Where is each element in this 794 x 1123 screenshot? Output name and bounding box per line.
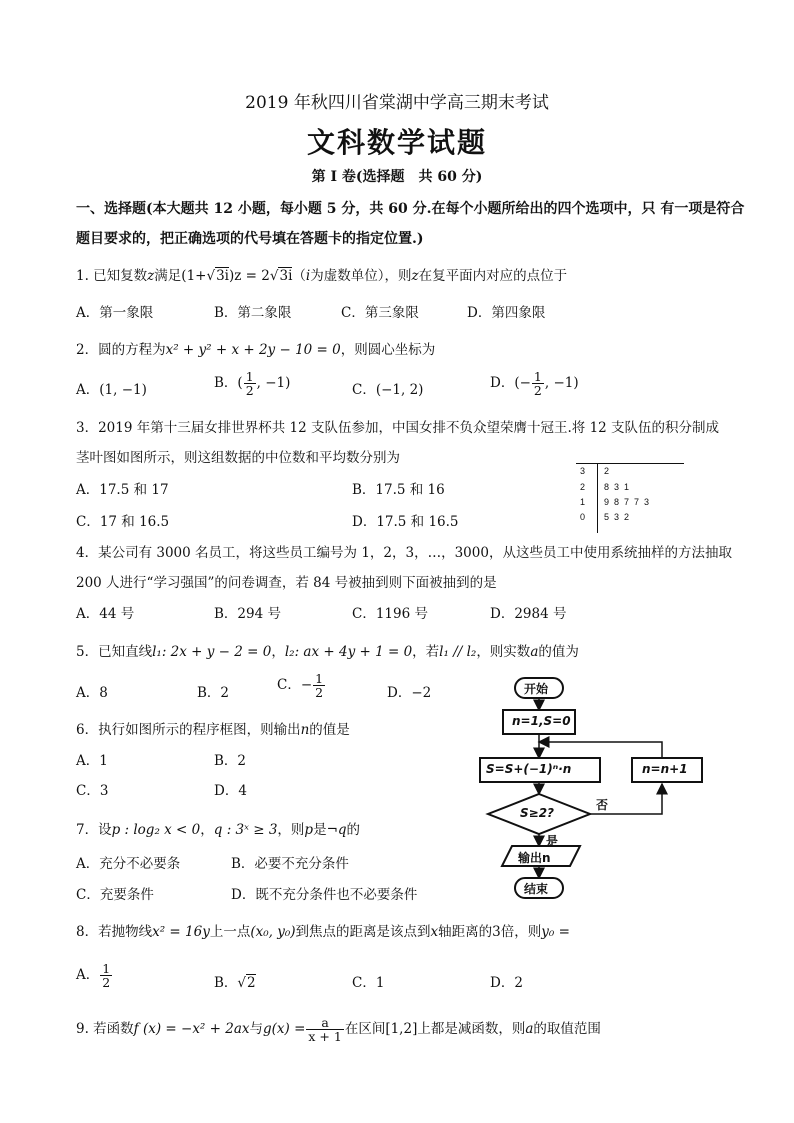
question-4-line2: 200 人进行“学习强国”的问卷调查，若 84 号被抽到则下面被抽到的是 [76,575,497,591]
stem-leaf-top-rule [576,463,684,464]
stem-leaf-plot [566,456,686,534]
stem-leaf-row: 0 5 3 2 [580,512,630,522]
flowchart-end-label: 结束 [524,882,549,896]
subject-title: 文科数学试题 [306,126,487,159]
q3-option-c: C．17 和 16.5 [76,514,170,530]
flowchart-condition-label: S≥2? [520,806,555,820]
q4-option-b: B．294 号 [214,606,281,622]
q2-option-a: A．(1, −1) [76,382,147,398]
question-2: 2．圆的方程为x² + y² + x + 2y − 10 = 0，则圆心坐标为 [76,342,436,358]
question-3-line1: 3．2019 年第十三届女排世界杯共 12 支队伍参加，中国女排不负众望荣膺十冠王.将 12 支队伍的积分制成 [76,420,720,436]
q6-option-d: D．4 [214,783,247,799]
q1-option-a: A．第一象限 [76,305,154,321]
q3-option-a: A．17.5 和 17 [76,482,169,498]
flowchart-output-label: 输出n [518,851,551,865]
q2-option-b: B．( $\frac{1}{2}$ , −1) [214,369,291,399]
q5-option-b: B．2 [197,685,230,701]
stem-leaf-row: 1 9 8 7 7 3 [580,497,650,507]
question-9: 9. 若函数f (x) = −x² + 2ax与g(x) = $\frac{a}{x + 1}$ 在区间[1,2]上都是减函数，则a的取值范围 [76,1015,601,1045]
fraction-a-over-x-plus-1: $\frac{a}{x + 1}$ [308,1015,342,1045]
question-7: 7．设p : log₂ x < 0，q : 3ˣ ≥ 3，则p是¬q的 [76,822,361,838]
question-4-line1: 4．某公司有 3000 名员工，将这些员工编号为 1，2，3，…，3000，从这些员工中使用系统抽样的方法抽取 [76,545,732,561]
section-instructions-line1: 一、选择题(本大题共 12 小题，每小题 5 分，共 60 分.在每个小题所给出的四个选项中，只 有一项是符合 [76,201,745,217]
question-1: 1. 已知复数z满足(1+√3i)z = 2√3i（i为虚数单位），则z在复平面内对应的点位于 [76,268,568,284]
question-6: 6．执行如图所示的程序框图，则输出n的值是 [76,722,350,738]
q3-option-d: D．17.5 和 16.5 [352,514,459,530]
q7-option-d: D．既不充分条件也不必要条件 [231,887,418,903]
exam-title: 2019 年秋四川省棠湖中学高三期末考试 [245,93,549,113]
q5-option-d: D．−2 [387,685,432,701]
q5-option-c: C．− $\frac{1}{2}$ [277,671,324,701]
flowchart [470,672,730,904]
stem-leaf-row: 2 8 3 1 [580,482,630,492]
q6-option-a: A．1 [76,753,108,769]
question-3-line2: 茎叶图如图所示，则这组数据的中位数和平均数分别为 [76,450,400,466]
q8-option-c: C．1 [352,975,385,991]
fraction-one-half: $\frac{1}{2}$ [102,961,111,991]
fraction-one-half: $\frac{1}{2}$ [245,369,254,399]
q5-option-a: A．8 [76,685,108,701]
flowchart-shapes [470,672,730,904]
q7-option-b: B．必要不充分条件 [231,856,349,872]
volume-title: 第 I 卷(选择题 共 60 分) [311,169,483,185]
flowchart-start-label: 开始 [524,682,549,696]
q4-option-d: D．2984 号 [490,606,567,622]
question-5: 5．已知直线l₁: 2x + y − 2 = 0，l₂: ax + 4y + 1 = 0，若l₁ // l₂，则实数a的值为 [76,644,579,660]
q6-option-b: B．2 [214,753,247,769]
q4-option-a: A．44 号 [76,606,135,622]
q3-option-b: B．17.5 和 16 [352,482,445,498]
q4-option-c: C．1196 号 [352,606,428,622]
q2-option-c: C．(−1, 2) [352,382,424,398]
q1-option-c: C．第三象限 [341,305,419,321]
q2-option-d: D．(− $\frac{1}{2}$ , −1) [490,369,579,399]
flowchart-init-label: n=1,S=0 [512,714,571,728]
stem-leaf-row: 3 2 [580,466,610,476]
q7-option-c: C．充要条件 [76,887,154,903]
fraction-one-half: $\frac{1}{2}$ [533,369,542,399]
q1-option-b: B．第二象限 [214,305,292,321]
q7-option-a: A．充分不必要条 [76,856,181,872]
q6-option-c: C．3 [76,783,109,799]
flowchart-no-label: 否 [596,798,609,812]
q8-option-b: B．√2 [214,975,256,991]
flowchart-yes-label: 是 [546,834,559,848]
flowchart-process-label: S=S+(−1)ⁿ·n [486,762,572,776]
q8-option-d: D．2 [490,975,523,991]
fraction-one-half: $\frac{1}{2}$ [315,671,324,701]
q1-option-d: D．第四象限 [467,305,546,321]
flowchart-update-label: n=n+1 [642,762,688,776]
question-8: 8．若抛物线x² = 16y上一点(x₀, y₀)到焦点的距离是该点到x轴距离的3倍，则y₀ = [76,924,570,940]
section-instructions-line2: 题目要求的，把正确选项的代号填在答题卡的指定位置.) [76,231,424,247]
q8-option-a: A． $\frac{1}{2}$ [76,961,111,991]
